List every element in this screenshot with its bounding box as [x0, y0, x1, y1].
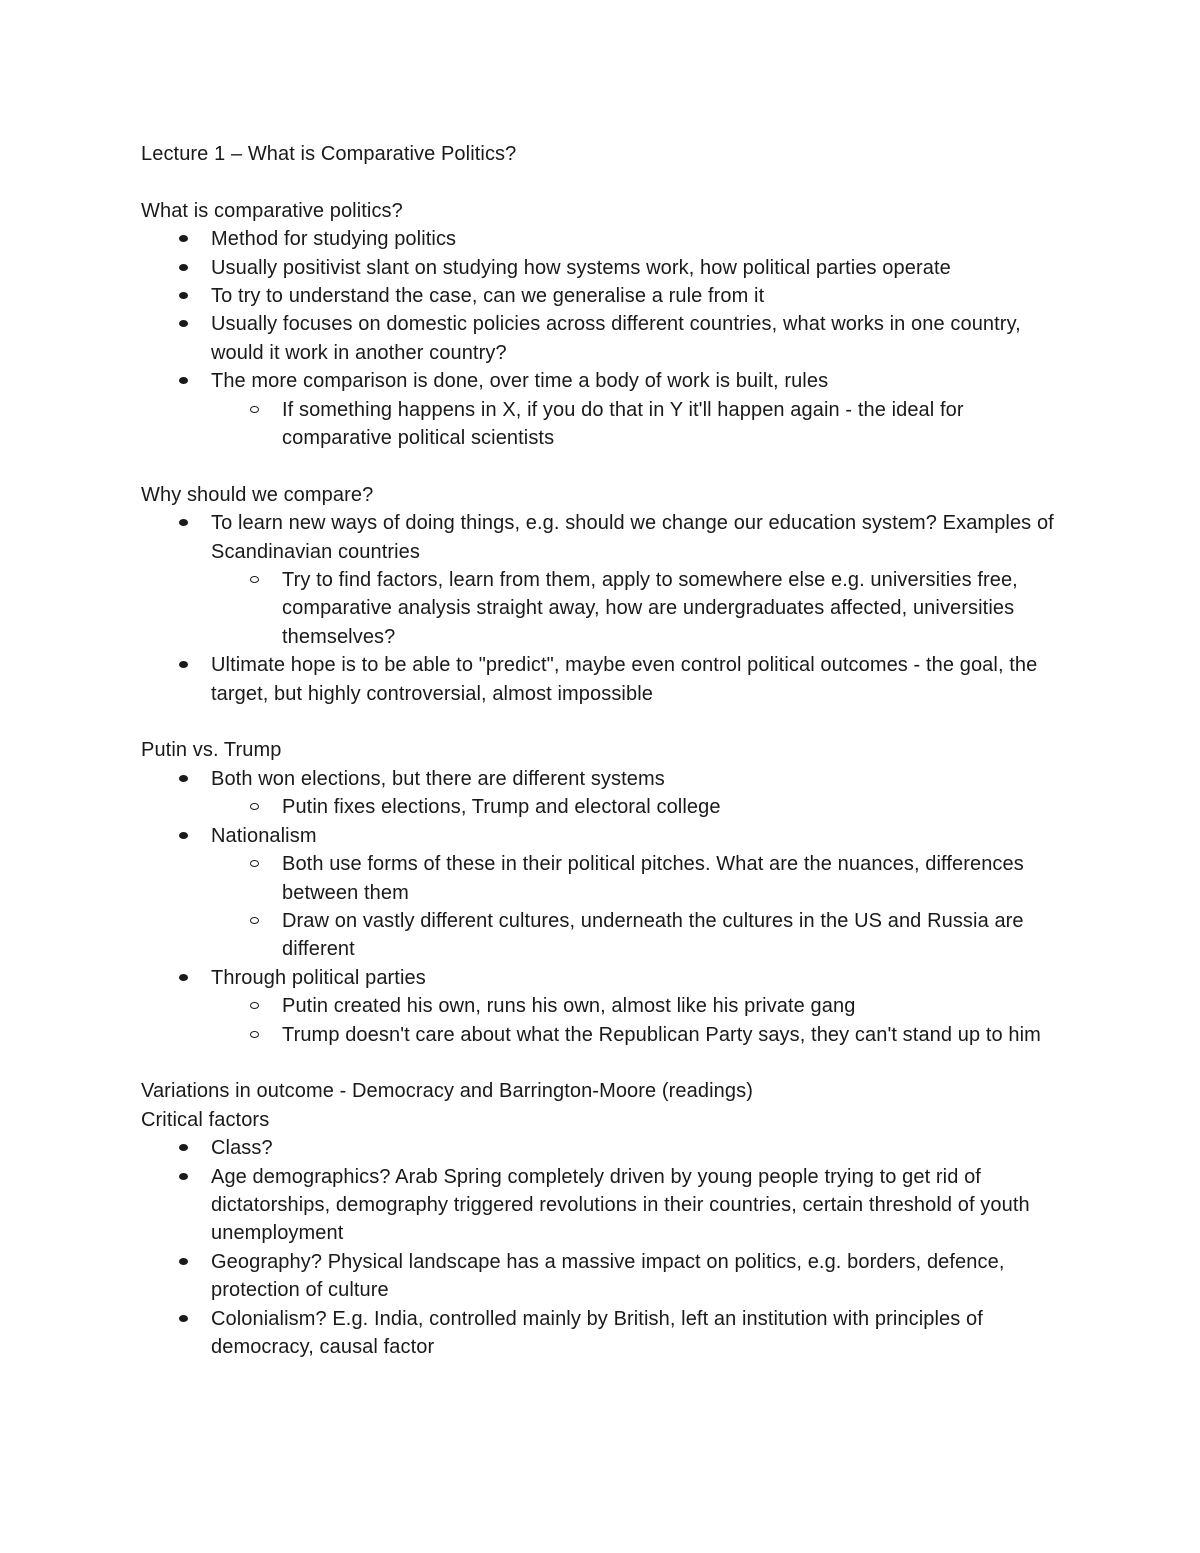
bullet-list	[141, 1134, 1071, 1361]
bullet-icon	[179, 1258, 188, 1265]
list-item: Method for studying politics	[141, 225, 1071, 253]
bullet-icon	[179, 1315, 188, 1322]
sub-bullet-icon	[250, 1031, 259, 1038]
list-item: Age demographics? Arab Spring completely driven by young people trying to get rid of dictatorships, demography triggered revolutions in their countries, certain threshold of youth unemployment	[141, 1163, 1071, 1248]
list-item: Usually positivist slant on studying how systems work, how political parties operate	[141, 254, 1071, 282]
spacer	[141, 452, 1071, 480]
bullet-icon	[179, 320, 188, 327]
list-item: Geography? Physical landscape has a massive impact on politics, e.g. borders, defence, protection of culture	[141, 1248, 1071, 1305]
section-heading: What is comparative politics?	[141, 199, 403, 222]
list-item: Nationalism	[141, 822, 1071, 850]
sub-bullet-icon	[250, 1002, 259, 1009]
spacer	[141, 708, 1071, 736]
sub-bullet-icon	[250, 576, 259, 583]
bullet-icon	[179, 1173, 188, 1180]
document-page	[141, 140, 1071, 1361]
bullet-icon	[179, 377, 188, 384]
sub-bullet-icon	[250, 406, 259, 413]
list-item: The more comparison is done, over time a body of work is built, rules	[141, 367, 1071, 395]
spacer	[141, 1049, 1071, 1077]
bullet-icon	[179, 974, 188, 981]
sub-bullet-icon	[250, 803, 259, 810]
sub-list-item: Try to find factors, learn from them, apply to somewhere else e.g. universities free, comparative analysis straight away, how are undergraduates affected, universities themselves?	[141, 566, 1071, 651]
sub-bullet-icon	[250, 860, 259, 867]
list-item: To learn new ways of doing things, e.g. should we change our education system? Examples of Scandinavian countries	[141, 509, 1071, 566]
document-title: Lecture 1 – What is Comparative Politics?	[141, 143, 517, 165]
bullet-icon	[179, 235, 188, 242]
bullet-icon	[179, 775, 188, 782]
sub-list-item: Putin created his own, runs his own, almost like his private gang	[141, 992, 1071, 1020]
bullet-list	[141, 509, 1071, 708]
sub-bullet-icon	[250, 917, 259, 924]
bullet-list	[141, 765, 1071, 1049]
bullet-icon	[179, 292, 188, 299]
list-item: Usually focuses on domestic policies across different countries, what works in one country, would it work in another country?	[141, 310, 1071, 367]
sub-list-item: Draw on vastly different cultures, underneath the cultures in the US and Russia are different	[141, 907, 1071, 964]
sub-list-item: Putin fixes elections, Trump and electoral college	[141, 793, 1071, 821]
section-heading: Putin vs. Trump	[141, 739, 282, 762]
list-item: Both won elections, but there are different systems	[141, 765, 1071, 793]
sub-list-item: Both use forms of these in their political pitches. What are the nuances, differences between them	[141, 850, 1071, 907]
spacer	[141, 168, 1071, 196]
list-item: Ultimate hope is to be able to "predict", maybe even control political outcomes - the goal, the target, but highly controversial, almost impossible	[141, 651, 1071, 708]
bullet-list	[141, 225, 1071, 452]
list-item: Through political parties	[141, 964, 1071, 992]
list-item: Class?	[141, 1134, 1071, 1162]
section-subheading: Critical factors	[141, 1108, 270, 1131]
list-item: To try to understand the case, can we generalise a rule from it	[141, 282, 1071, 310]
bullet-icon	[179, 1144, 188, 1151]
bullet-icon	[179, 661, 188, 668]
sub-list-item: Trump doesn't care about what the Republican Party says, they can't stand up to him	[141, 1021, 1071, 1049]
bullet-icon	[179, 264, 188, 271]
section-heading: Why should we compare?	[141, 483, 374, 506]
section-heading: Variations in outcome - Democracy and Barrington-Moore (readings)	[141, 1080, 753, 1103]
sub-list-item: If something happens in X, if you do that in Y it'll happen again - the ideal for comparative political scientists	[141, 396, 1071, 453]
bullet-icon	[179, 832, 188, 839]
list-item: Colonialism? E.g. India, controlled mainly by British, left an institution with principles of democracy, causal factor	[141, 1305, 1071, 1362]
bullet-icon	[179, 519, 188, 526]
